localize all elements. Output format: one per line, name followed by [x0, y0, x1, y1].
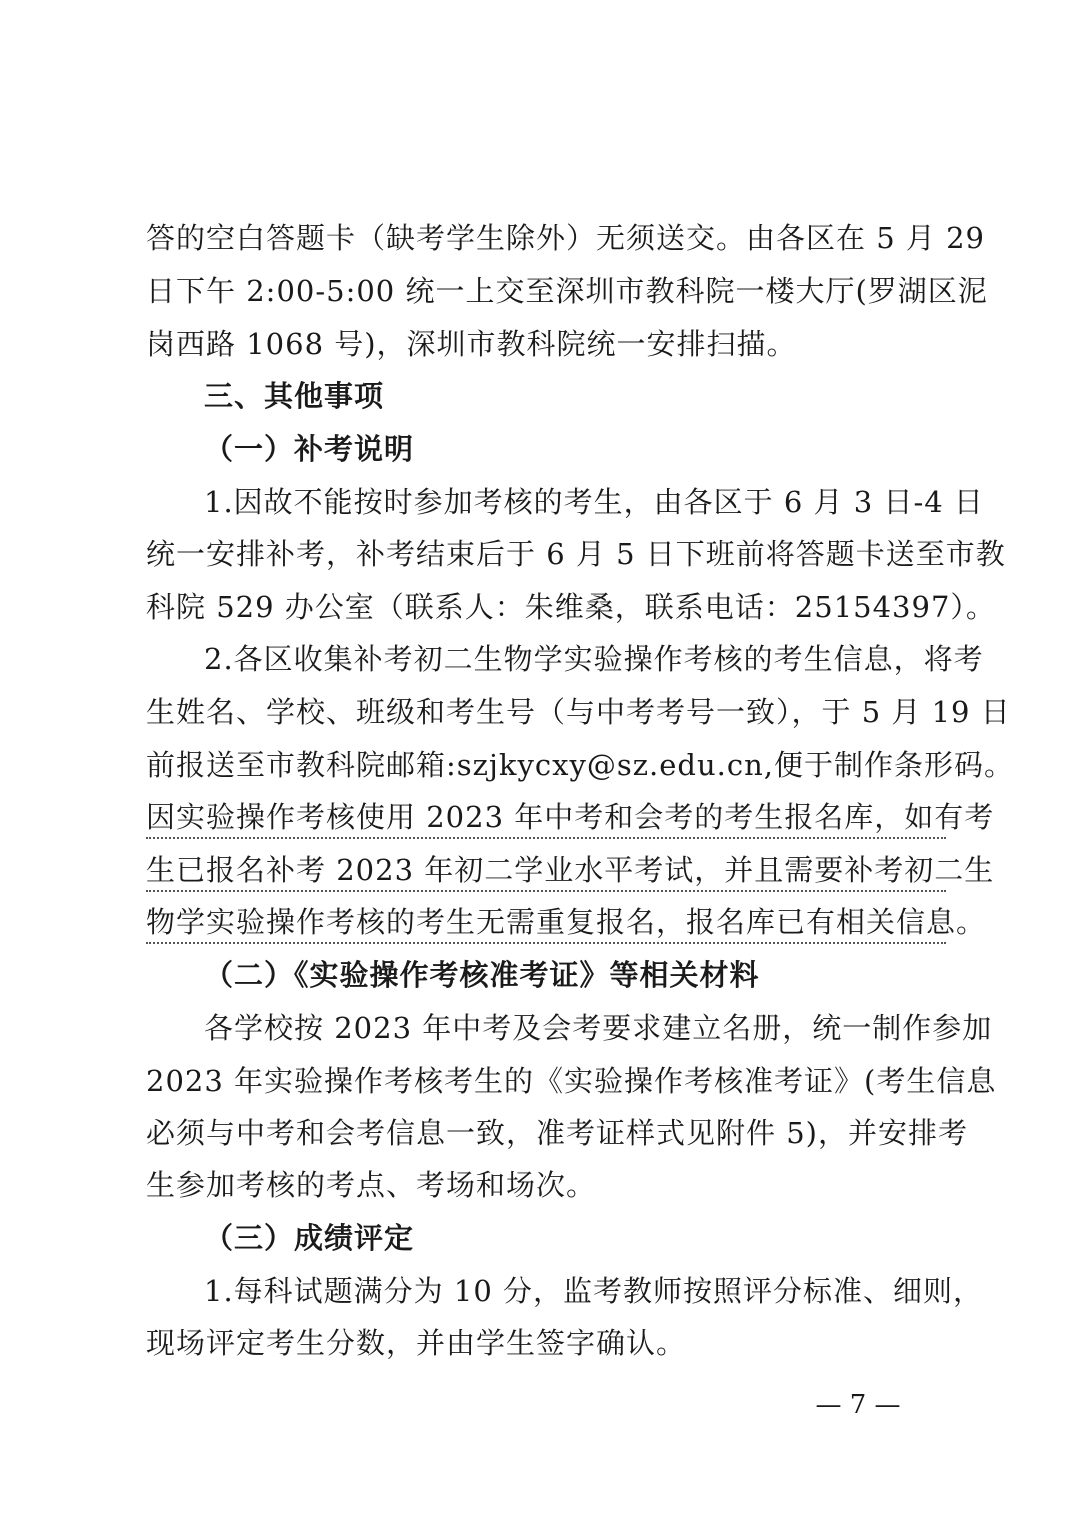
- paragraph-line: 前报送至市教科院邮箱:szjkycxy@sz.edu.cn,便于制作条形码。: [146, 748, 1014, 782]
- paragraph-line: 生参加考核的考点、考场和场次。: [146, 1168, 597, 1202]
- page-number: — 7 —: [815, 1390, 901, 1420]
- paragraph-line: 2023 年实验操作考核考生的《实验操作考核准考证》(考生信息: [146, 1064, 997, 1098]
- paragraph-line: 现场评定考生分数，并由学生签字确认。: [146, 1326, 687, 1360]
- paragraph-line: 日下午 2:00-5:00 统一上交至深圳市教科院一楼大厅(罗湖区泥: [146, 274, 988, 308]
- paragraph-line: 2.各区收集补考初二生物学实验操作考核的考生信息，将考: [204, 642, 984, 676]
- paragraph-line: 各学校按 2023 年中考及会考要求建立名册，统一制作参加: [204, 1011, 993, 1045]
- paragraph-line: 因实验操作考核使用 2023 年中考和会考的考生报名库，如有考: [146, 797, 946, 839]
- paragraph-line: 答的空白答题卡（缺考学生除外）无须送交。由各区在 5 月 29: [146, 221, 986, 255]
- subsection-heading: （三）成绩评定: [204, 1221, 415, 1255]
- paragraph-line: 1.每科试题满分为 10 分，监考教师按照评分标准、细则，: [204, 1274, 984, 1308]
- subsection-heading: （二）《实验操作考核准考证》等相关材料: [204, 958, 760, 992]
- paragraph-line: 岗西路 1068 号)，深圳市教科院统一安排扫描。: [146, 327, 797, 361]
- paragraph-line: 生姓名、学校、班级和考生号（与中考考号一致），于 5 月 19 日: [146, 695, 1011, 729]
- section-heading: 三、其他事项: [204, 379, 385, 413]
- paragraph-line: 1.因故不能按时参加考核的考生，由各区于 6 月 3 日-4 日: [204, 485, 984, 519]
- paragraph-line: 科院 529 办公室（联系人：朱维桑，联系电话：25154397）。: [146, 590, 996, 624]
- subsection-heading: （一）补考说明: [204, 432, 415, 466]
- paragraph-line: 必须与中考和会考信息一致，准考证样式见附件 5)，并安排考: [146, 1116, 968, 1150]
- paragraph-line: 物学实验操作考核的考生无需重复报名，报名库已有相关信息。: [146, 902, 946, 944]
- paragraph-line: 统一安排补考，补考结束后于 6 月 5 日下班前将答题卡送至市教: [146, 537, 1006, 571]
- paragraph-line: 生已报名补考 2023 年初二学业水平考试，并且需要补考初二生: [146, 850, 946, 892]
